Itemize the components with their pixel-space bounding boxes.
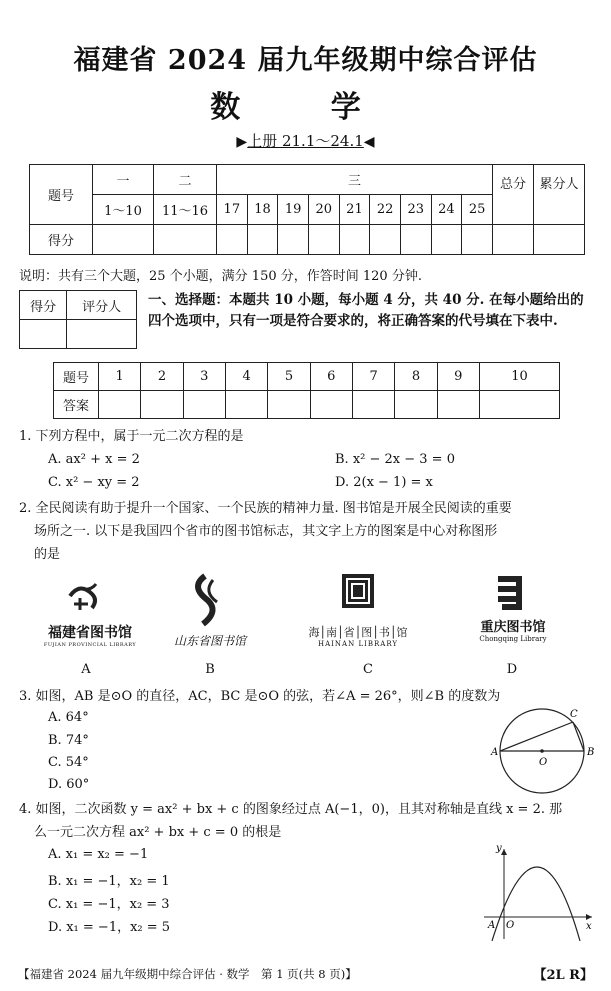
answer-cell[interactable]: [141, 391, 183, 419]
answer-cell[interactable]: [268, 391, 310, 419]
triangle-right-icon: ▶: [236, 134, 248, 150]
answer-cell[interactable]: [479, 391, 559, 419]
q4-option-d: D. x₁ = −1，x₂ = 5: [48, 920, 171, 935]
q4-stem-line2: 么一元二次方程 ax² + bx + c = 0 的根是: [34, 825, 282, 840]
answer-number: 7: [352, 363, 394, 391]
score-col: 22: [370, 195, 401, 225]
answer-number: 9: [437, 363, 479, 391]
page-title: 福建省 2024 届九年级期中综合评估: [73, 45, 538, 76]
answer-number: 3: [183, 363, 225, 391]
section-2-header: 二: [154, 165, 217, 195]
logo-b-letter: B: [205, 662, 215, 677]
hainan-emblem-icon: [298, 572, 418, 612]
q2-stem-line1: 2. 全民阅读有助于提升一个国家、一个民族的精神力量. 图书馆是开展全民阅读的重要: [19, 501, 512, 516]
score-col: 21: [339, 195, 370, 225]
instructions: 说明：共有三个大题，25 个小题，满分 150 分，作答时间 120 分钟.: [19, 269, 422, 284]
score-cell[interactable]: [278, 225, 309, 255]
footer-text: 【福建省 2024 届九年级期中综合评估 · 数学 第 1 页(共 8 页)】: [18, 967, 357, 981]
score-cell[interactable]: [247, 225, 278, 255]
q3-option-a: A. 64°: [48, 710, 89, 725]
q4-parabola-figure: [480, 843, 598, 943]
score-table: [29, 164, 585, 255]
answer-table-q-label: 题号: [54, 363, 99, 391]
answer-cell[interactable]: [310, 391, 352, 419]
fig-label-o: O: [506, 920, 515, 931]
answer-cell[interactable]: [183, 391, 225, 419]
section-3-header: 三: [217, 165, 493, 195]
logo-c-subtext: HAINAN LIBRARY: [317, 640, 398, 648]
subject-title: 数 学: [210, 90, 401, 125]
range-text: 上册 21.1～24.1: [247, 132, 364, 150]
grader-header: 累分人: [534, 165, 585, 225]
logo-a-letter: A: [81, 662, 91, 677]
answer-cell[interactable]: [225, 391, 267, 419]
logo-a-text: 福建省图书馆: [48, 625, 132, 641]
fig-label-b: B: [587, 747, 595, 758]
fig-label-y: y: [496, 843, 502, 854]
score-cell[interactable]: [339, 225, 370, 255]
score-cell[interactable]: [462, 225, 493, 255]
score-cell[interactable]: [493, 225, 534, 255]
score-col: 1～10: [93, 195, 154, 225]
score-col: 11～16: [154, 195, 217, 225]
score-header-label: 题号: [30, 165, 93, 225]
shandong-emblem-icon: [165, 570, 255, 628]
answer-number: 2: [141, 363, 183, 391]
section-1-header: 一: [93, 165, 154, 195]
section-1-instructions: 一、选择题：本题共 10 小题，每小题 4 分，共 40 分. 在每小题给出的四个选项中，只有一项是符合要求的，将正确答案的代号填在下表中.: [148, 292, 584, 329]
score-col: 17: [217, 195, 248, 225]
q1-stem: 1. 下列方程中，属于一元二次方程的是: [19, 429, 244, 444]
q3-option-d: D. 60°: [48, 777, 90, 792]
logo-b-text: 山东省图书馆: [173, 634, 246, 648]
score-col: 18: [247, 195, 278, 225]
q3-option-b: B. 74°: [48, 733, 89, 748]
score-cell[interactable]: [370, 225, 401, 255]
score-cell[interactable]: [154, 225, 217, 255]
fig-label-o: O: [539, 757, 548, 768]
grader-name-cell[interactable]: [67, 320, 137, 349]
grader-box: [19, 290, 137, 349]
triangle-left-icon: ◀: [363, 134, 375, 150]
q1-option-c: C. x² − xy = 2: [48, 475, 140, 490]
total-header: 总分: [493, 165, 534, 225]
chongqing-emblem-icon: [458, 574, 568, 612]
score-cell[interactable]: [93, 225, 154, 255]
q3-circle-figure: [488, 703, 598, 803]
answer-cell[interactable]: [437, 391, 479, 419]
answer-cell[interactable]: [99, 391, 141, 419]
score-col: 23: [400, 195, 431, 225]
answer-number: 1: [99, 363, 141, 391]
fujian-emblem-icon: [40, 578, 140, 618]
score-row-label: 得分: [30, 225, 93, 255]
chapter-range: [0, 130, 611, 151]
logo-fujian: [40, 578, 140, 658]
grader-score-cell[interactable]: [20, 320, 67, 349]
q4-option-b: B. x₁ = −1，x₂ = 1: [48, 874, 170, 889]
logo-c-text: 海│南│省│图│书│馆: [308, 626, 408, 639]
grader-name-label: 评分人: [67, 291, 137, 320]
q4-option-c: C. x₁ = −1，x₂ = 3: [48, 897, 170, 912]
q4-option-a: A. x₁ = x₂ = −1: [48, 847, 149, 862]
answer-cell[interactable]: [395, 391, 437, 419]
answer-number: 6: [310, 363, 352, 391]
logo-shandong: [165, 570, 255, 655]
logo-a-subtext: FUJIAN PROVINCIAL LIBRARY: [43, 642, 137, 648]
logo-hainan: [298, 572, 418, 654]
q1-option-a: A. ax² + x = 2: [48, 452, 140, 467]
q1-option-b: B. x² − 2x − 3 = 0: [335, 452, 455, 467]
logo-chongqing: [458, 574, 568, 656]
score-cell[interactable]: [431, 225, 462, 255]
logo-d-text: 重庆图书馆: [480, 620, 546, 635]
q1-option-d: D. 2(x − 1) = x: [335, 475, 433, 490]
q2-stem-line3: 的是: [34, 547, 61, 562]
fig-label-x: x: [586, 921, 592, 932]
footer-code: 【2L R】: [533, 968, 593, 983]
answer-table-a-label: 答案: [54, 391, 99, 419]
fig-label-a: A: [491, 747, 499, 758]
score-col: 20: [308, 195, 339, 225]
fig-label-a: A: [488, 920, 496, 931]
score-col: 24: [431, 195, 462, 225]
q2-stem-line2: 场所之一. 以下是我国四个省市的图书馆标志，其文字上方的图案是中心对称图形: [34, 524, 498, 539]
score-cell[interactable]: [534, 225, 585, 255]
fig-label-c: C: [570, 709, 578, 720]
q3-option-c: C. 54°: [48, 755, 89, 770]
score-cell[interactable]: [400, 225, 431, 255]
logo-d-subtext: Chongqing Library: [479, 635, 547, 643]
q4-stem-line1: 4. 如图，二次函数 y = ax² + bx + c 的图象经过点 A(−1，0)，且其对称轴是直线 x = 2. 那: [19, 802, 563, 817]
score-cell[interactable]: [217, 225, 248, 255]
answer-number: 10: [479, 363, 559, 391]
score-col: 25: [462, 195, 493, 225]
score-cell[interactable]: [308, 225, 339, 255]
q3-stem: 3. 如图，AB 是⊙O 的直径，AC，BC 是⊙O 的弦，若∠A = 26°，则∠B 的度数为: [19, 689, 501, 704]
answer-cell[interactable]: [352, 391, 394, 419]
answer-table: [53, 362, 560, 419]
answer-number: 8: [395, 363, 437, 391]
answer-number: 5: [268, 363, 310, 391]
logo-d-letter: D: [506, 662, 518, 677]
grader-score-label: 得分: [20, 291, 67, 320]
answer-number: 4: [225, 363, 267, 391]
score-col: 19: [278, 195, 309, 225]
logo-c-letter: C: [363, 662, 373, 677]
